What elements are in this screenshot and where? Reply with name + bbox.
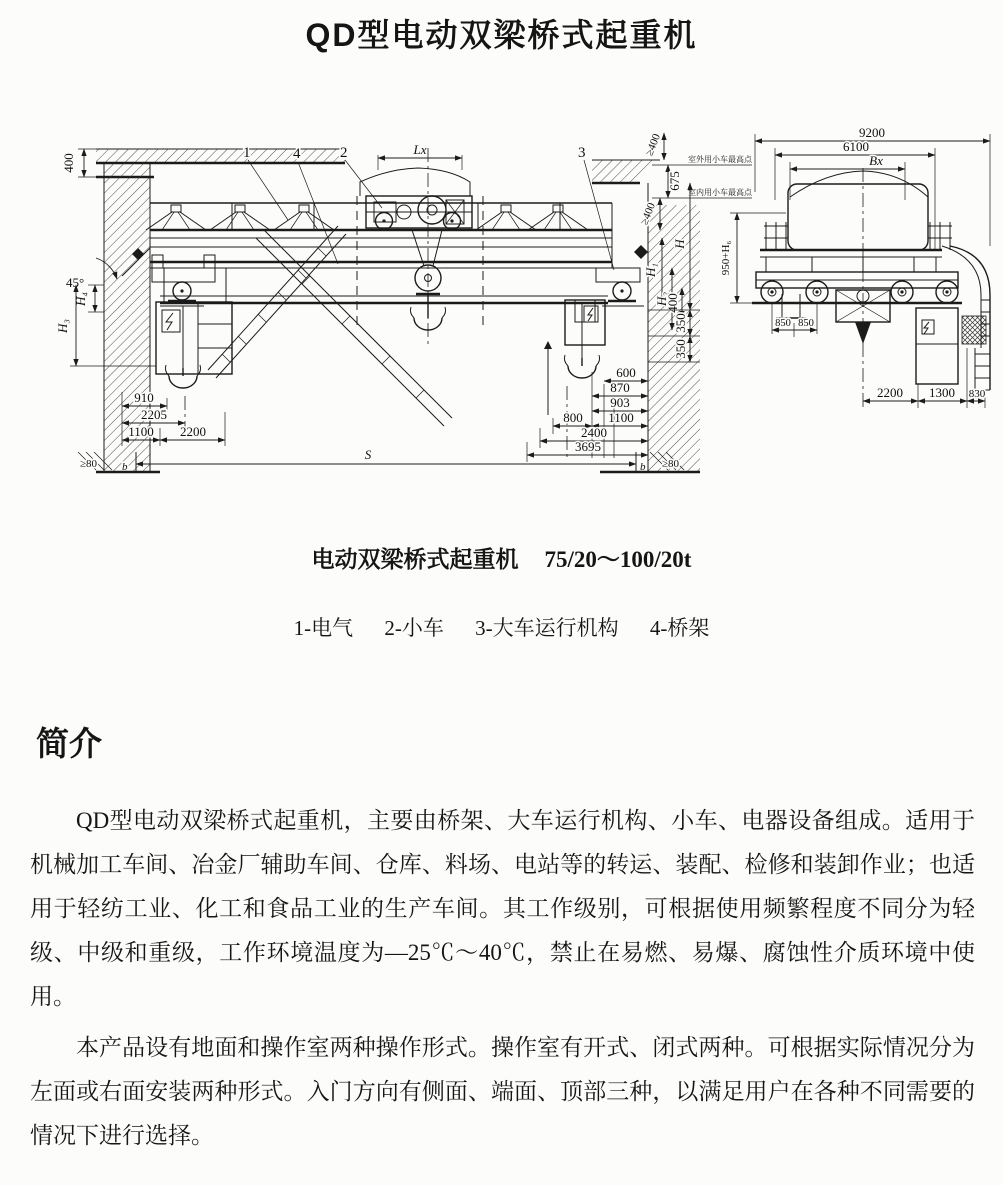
- dim-H4-label: H₄: [73, 292, 88, 306]
- end-truck-right: [565, 245, 648, 345]
- lightning-icon: [924, 322, 929, 334]
- dim-2200-left-label: 2200: [180, 424, 206, 439]
- dim-ge400-b-label: ≥400: [638, 201, 659, 227]
- angle-45-label: 45°: [66, 275, 85, 290]
- legend-item-bridge-frame: 4-桥架: [649, 616, 710, 640]
- intro-paragraph-2: 本产品设有地面和操作室两种操作形式。操作室有开式、闭式两种。可根据实际情况分为左面或右面安装两种形式。入门方向有侧面、端面、顶部三种，以满足用户在各种不同需要的情况下进行选择。: [30, 1035, 975, 1148]
- crane-technical-drawing: [0, 100, 1003, 495]
- dim-850-a-label: 850: [775, 318, 791, 329]
- staircase: [208, 226, 452, 426]
- intro-paragraph-1: QD型电动双梁桥式起重机，主要由桥架、大车运行机构、小车、电器设备组成。适用于机械加工车间、冶金厂辅助车间、仓库、料场、电站等的转运、装配、检修和装卸作业；也适用于轻纺工业、化工和食品工业的生产车间。其工作级别，可根据使用频繁程度不同分为轻级、中级和重级，工作环境温度为—25℃～40℃，禁止在易燃、易爆、腐蚀性介质环境中使用。: [30, 808, 975, 1009]
- dim-903-label: 903: [610, 395, 630, 410]
- lightning-icon: [588, 308, 593, 321]
- dim-1300-label: 1300: [929, 385, 955, 400]
- legend-item-trolley: 2-小车: [384, 616, 444, 640]
- dim-b-right-label: b: [640, 461, 646, 473]
- note-indoor-trolley: 室内用小车最高点: [688, 188, 752, 197]
- dim-ge80-right-label: ≥80: [662, 458, 680, 470]
- dim-H2-label: H₂: [654, 292, 669, 306]
- dim-850-b-label: 850: [798, 318, 814, 329]
- part-label-1: 1: [243, 145, 251, 161]
- dim-lx-label: Lx: [413, 142, 427, 157]
- side-view: [720, 125, 990, 408]
- side-dimensions-bottom: [863, 348, 986, 408]
- part-label-2: 2: [340, 145, 348, 161]
- caption-name: 电动双梁桥式起重机: [311, 547, 519, 572]
- side-trolley-profile: [788, 171, 928, 250]
- side-cab: [916, 246, 990, 390]
- dim-400-topleft-label: 400: [61, 153, 76, 173]
- dim-Bx-label: Bx: [869, 153, 883, 168]
- side-bridge: [752, 222, 962, 318]
- trolley: [360, 142, 472, 230]
- span-dimension: [78, 447, 700, 473]
- legend-item-travel-mechanism: 3-大车运行机构: [475, 616, 619, 640]
- dim-H3-label: H₃: [55, 319, 70, 333]
- dim-950h6-label: 950+H₆: [720, 240, 732, 276]
- railing-right: [928, 222, 952, 250]
- dim-2400-label: 2400: [581, 425, 607, 440]
- hook-left: [165, 306, 200, 388]
- legend-item-electric: 1-电气: [293, 616, 354, 640]
- dim-800-label: 800: [563, 410, 583, 425]
- part-label-3: 3: [578, 145, 586, 161]
- lightning-icon: [166, 313, 173, 330]
- dim-b-left-label: b: [122, 461, 128, 473]
- intro-body: [30, 799, 975, 1165]
- dim-3695-label: 3695: [575, 439, 601, 454]
- figure-legend: [0, 612, 1003, 642]
- dim-400-right-label: 400: [665, 293, 680, 313]
- dim-2200-side-label: 2200: [877, 385, 903, 400]
- dim-350-b-label: 350: [673, 339, 688, 359]
- dimensions-bottom-right: [527, 365, 648, 462]
- electrical-cabinet-left: [156, 268, 232, 374]
- dim-9200-label: 9200: [859, 125, 885, 140]
- figure-caption: [0, 541, 1003, 574]
- roof-trusses: [146, 205, 588, 230]
- dim-350-a-label: 350: [673, 313, 688, 333]
- dim-1100-right-label: 1100: [608, 410, 634, 425]
- dim-S-label: S: [364, 447, 372, 462]
- part-label-4: 4: [293, 146, 301, 162]
- dim-870-label: 870: [610, 380, 630, 395]
- dim-910-label: 910: [134, 390, 154, 405]
- dim-6100-label: 6100: [843, 139, 869, 154]
- dim-H1-label: H₁: [643, 263, 658, 277]
- main-hook-center: [410, 148, 445, 344]
- dim-2205-label: 2205: [141, 407, 167, 422]
- dim-675-label: 675: [667, 171, 682, 191]
- dim-600-label: 600: [616, 365, 636, 380]
- front-view: [55, 132, 753, 473]
- railing-left: [764, 222, 788, 250]
- dim-400-top-left: [61, 149, 98, 177]
- dim-ge80-left-label: ≥80: [80, 458, 98, 470]
- note-outdoor-trolley: 室外用小车最高点: [688, 155, 752, 164]
- dim-H-label: H: [672, 239, 687, 249]
- dim-ge400-a-label: ≥400: [643, 132, 664, 158]
- dim-1100-left-label: 1100: [128, 424, 154, 439]
- side-dim-850: [772, 303, 817, 337]
- page-title: QD型电动双梁桥式起重机: [305, 17, 698, 53]
- bridge-girder: [150, 203, 612, 303]
- dim-830-label: 830: [968, 388, 986, 400]
- caption-spec: 75/20～100/20t: [544, 547, 692, 572]
- hook-right: [544, 302, 600, 415]
- crane-drawing-svg: [0, 100, 1003, 495]
- section-heading: 简介: [36, 725, 102, 762]
